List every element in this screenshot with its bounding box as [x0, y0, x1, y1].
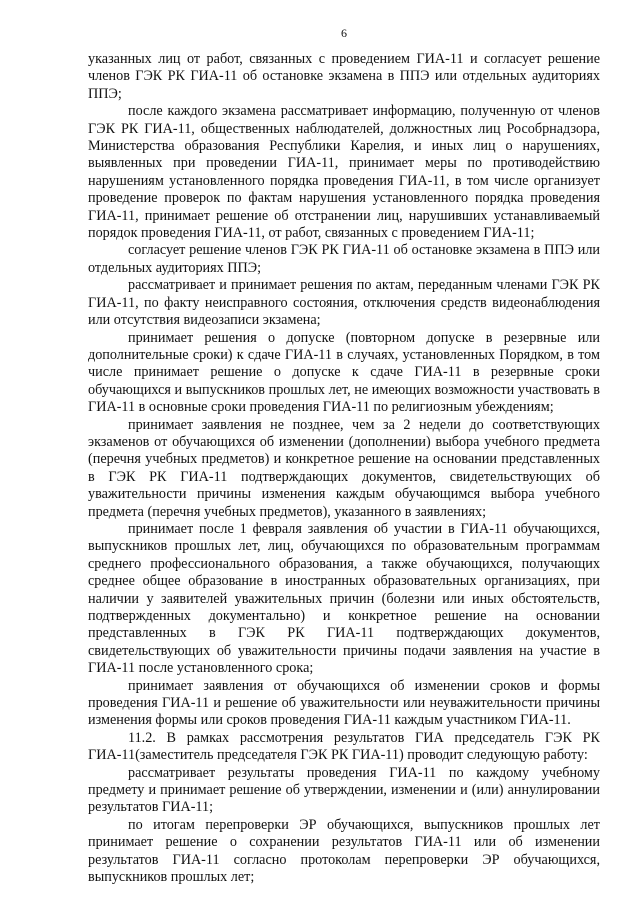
paragraph-subject-change: принимает заявления не позднее, чем за 2 недели до соответствующих экзаменов от обучающихся об изменении (дополнении) выбора учебного предмета (перечня учебных предметов) и конкретное решение на основании представленных в ГЭК РК ГИА-11 подтверждающих документов, свидетельствующих об уважительности причины изменения каждым обучающимся выбора учебного предмета (перечня учебных предметов), указанного в заявлениях;	[88, 416, 600, 520]
paragraph-results-approval: рассматривает результаты проведения ГИА-11 по каждому учебному предмету и принимает решение об утверждении, изменении и (или) аннулировании результатов ГИА-11;	[88, 764, 600, 816]
page-number: 6	[341, 26, 347, 40]
paragraph-violations-review: после каждого экзамена рассматривает информацию, полученную от членов ГЭК РК ГИА-11, общественных наблюдателей, должностных лиц Рособрнадзора, Министерства образования Республики Карелия, и иных лиц о нарушениях, выявленных при проведении ГИА-11, принимает меры по противодействию нарушениям установленного порядка проведения ГИА-11, в том числе организует проведение проверок по фактам нарушения установленного порядка проведения ГИА-11, принимает решение об отстранении лиц, нарушивших устанавливаемый порядок проведения ГИА-11, от работ, связанных с проведением ГИА-11;	[88, 103, 600, 242]
paragraph-late-applications: принимает после 1 февраля заявления об участии в ГИА-11 обучающихся, выпускников прошлых лет, лиц, обучающихся по образовательным программам среднего профессионального образования, а также обучающихся, получающих среднее общее образование в иностранных образовательных организациях, при наличии у заявителей уважительных причин (болезни или иных обстоятельств, подтвержденных документально) и конкретное решение на основании представленных в ГЭК РК ГИА-11 подтверждающих документов, свидетельствующих об уважительности причины подачи заявления на участие в ГИА-11 после установленного срока;	[88, 520, 600, 677]
paragraph-form-change: принимает заявления от обучающихся об изменении сроков и формы проведения ГИА-11 и решение об уважительности или неуважительности причины изменения формы или сроков проведения ГИА-11 каждым участником ГИА-11.	[88, 677, 600, 729]
paragraph-recheck-results: по итогам перепроверки ЭР обучающихся, выпускников прошлых лет принимает решение о сохранении результатов ГИА-11 или об изменении результатов ГИА-11 согласно протоколам перепроверки ЭР обучающихся, выпускников прошлых лет;	[88, 816, 600, 886]
paragraph-video-acts: рассматривает и принимает решения по актам, переданным членами ГЭК РК ГИА-11, по факту неисправного состояния, отключения средств видеонаблюдения или отсутствия видеозаписи экзамена;	[88, 277, 600, 329]
paragraph-section-11-2: 11.2. В рамках рассмотрения результатов ГИА председатель ГЭК РК ГИА-11(заместитель председателя ГЭК РК ГИА-11) проводит следующую работу:	[88, 729, 600, 764]
paragraph-continuation: указанных лиц от работ, связанных с проведением ГИА-11 и согласует решение членов ГЭК РК ГИА-11 об остановке экзамена в ППЭ или отдельных аудиториях ППЭ;	[88, 51, 600, 102]
paragraph-admission: принимает решения о допуске (повторном допуске в резервные или дополнительные сроки) к сдаче ГИА-11 в случаях, установленных Порядком, в том числе принимает решение о допуске к сдаче ГИА-11 в резервные сроки обучающихся и выпускников прошлых лет, не имеющих возможности участвовать в ГИА-11 в основные сроки проведения ГИА-11 по религиозным убеждениям;	[88, 329, 600, 416]
paragraph-exam-stop: согласует решение членов ГЭК РК ГИА-11 об остановке экзамена в ППЭ или отдельных аудиториях ППЭ;	[88, 242, 600, 276]
